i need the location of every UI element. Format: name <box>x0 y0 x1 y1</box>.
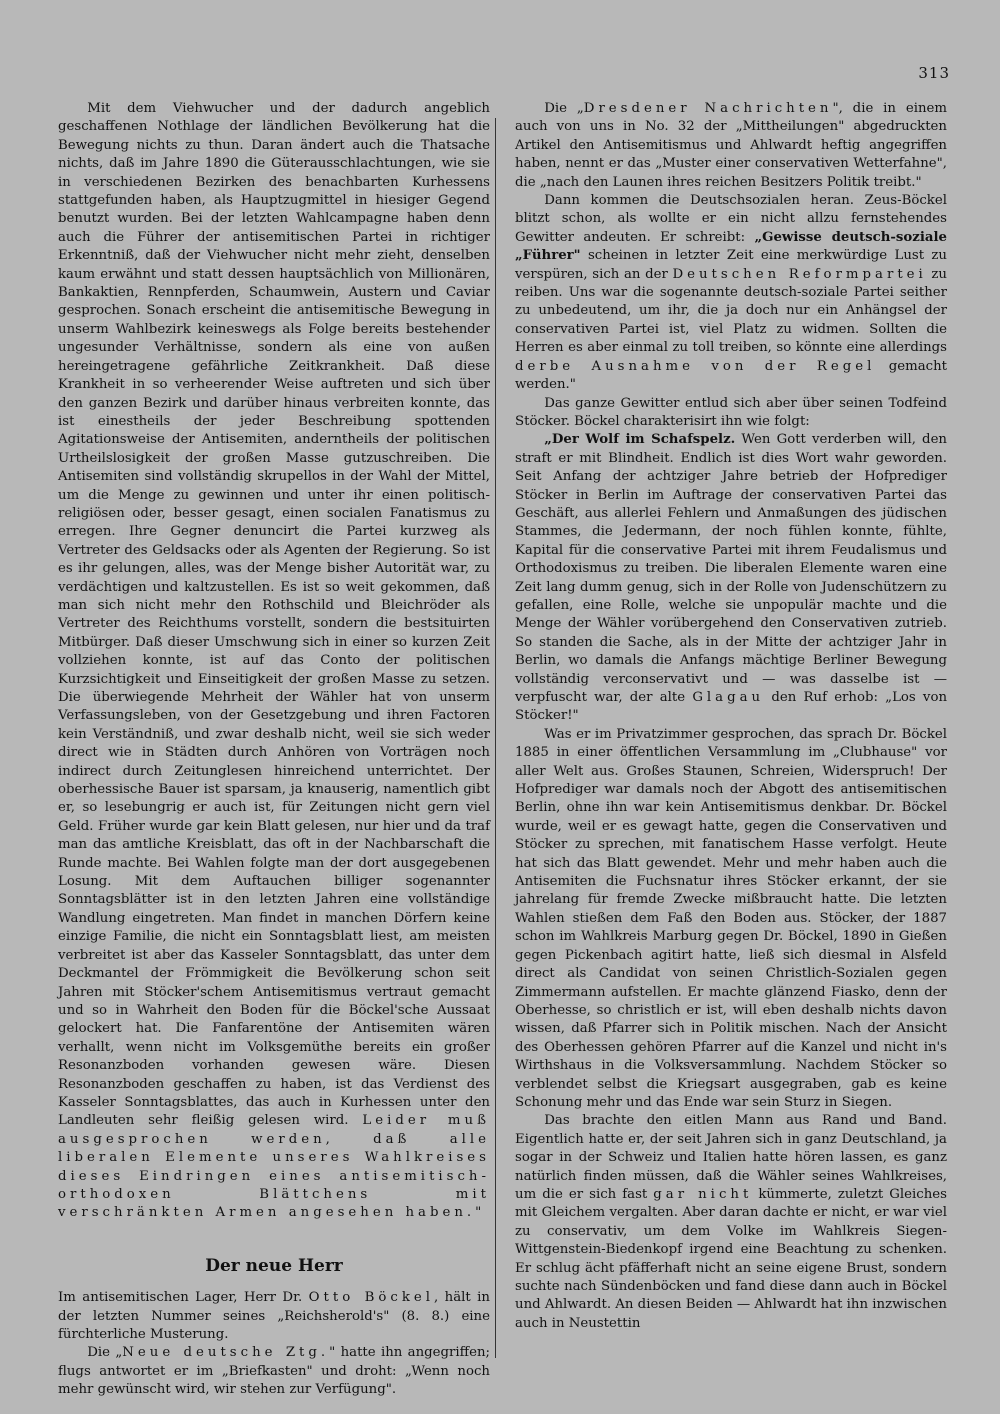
column-rule <box>495 118 496 1358</box>
spaced-text: Leider muß ausgesprochen werden, daß alle liberalen Elemente unseres Wahlkreises dieses Eindringen eines antisemitisch-orthodoxen Blättchens mit verschränkten Armen angesehen haben." <box>58 1113 490 1221</box>
paragraph-text: Das brachte den eitlen Mann aus Rand und Band. Eigentlich hatte er, der seit Jahren sich in ganz Deutschland, ja sogar in der Schweiz und Italien hatte hören lassen, es ganz natürlich finden müssen, daß die Wähler seines Wahlkreises, um die er sich fast <box>515 1113 947 1202</box>
spaced-text: Glagau <box>692 690 765 705</box>
paragraph-text: Dann kommen die Deutschsozialen heran. Zeus-Böckel blitzt schon, als wollte er ein nicht allzu fernstehendes Gewitter andeuten. Er schreibt: <box>515 193 947 245</box>
paragraph-text: scheinen in letzter Zeit eine merkwürdige Lust zu verspüren, sich an der <box>515 248 947 282</box>
paragraph: Was er im Privatzimmer gesprochen, das sprach Dr. Böckel 1885 in einer öffentlichen Versammlung im „Clubhause" vor aller Welt aus. Großes Staunen, Schreien, Widerspruch! Der Hofprediger war damals noch der Abgott des antisemitischen Berlin, ohne ihn war kein Antisemitismus denkbar. Dr. Böckel wurde, weil er es gewagt hatte, gegen die Conservativen und Stöcker zu sprechen, mit fanatischem Hasse verfolgt. Heute hat sich das Blatt gewendet. Mehr und mehr haben auch die Antisemiten die Fuchsnatur ihres Stöcker erkannt, der sie jahrelang für fremde Zwecke mißbraucht hatte. Die letzten Wahlen stießen dem Faß den Boden aus. Stöcker, der 1887 schon im Wahlkreis Marburg gegen Dr. Böckel, 1890 in Gießen gegen Pickenbach agitirt hatte, ließ sich diesmal in Alsfeld direct als Candidat von seinen Christlich-Sozialen gegen Zimmermann aufstellen. Er machte glänzend Fiasko, denn der Oberhesse, so christlich er ist, will eben deshalb nichts davon wissen, daß Pfarrer sich in Politik mischen. Nach der Ansicht des Oberhessen gehören Pfarrer auf die Kanzel und nicht in's Wirthshaus in die Volksversammlung. Nachdem Stöcker so verblendet selbst die Kriegsart ausgegraben, gab es keine Schonung mehr und das Ende war sein Sturz in Siegen. <box>515 726 947 1110</box>
spaced-text: derbe Ausnahme von der Regel <box>515 358 876 374</box>
bold-text: „Gewisse deutsch-soziale „Führer" <box>515 229 947 264</box>
paragraph-text: Mit dem Viehwucher und der dadurch angeblich geschaffenen Nothlage der ländlichen Bevölkerung hat die Bewegung nichts zu thun. Daran ändert auch die Thatsache nichts, daß im Jahre 1890 die Güterausschlachtungen, wie sie in verschiedenen Bezirken des benachbarten Kurhessens stattgefunden haben, als Hauptzugmittel in hiesiger Gegend benutzt wurden. Bei der letzten Wahlcampagne haben denn auch die Führer der antisemitischen Partei in richtiger Erkenntniß, daß der Viehwucher nicht mehr zieht, denselben kaum erwähnt und statt dessen hauptsächlich von Millionären, Bankaktien, Rennpferden, Schaumwein, Austern und Caviar gesprochen. Sonach erscheint die antisemitische Bewegung in unserm Wahlbezirk keineswegs als Folge bereits bestehender ungesunder Verhältnisse, sondern als eine von außen hereingetragene gefährliche Zeitkrankheit. Daß diese Krankheit in so verheerender Weise auftreten und sich über den ganzen Bezirk und darüber hinaus verbreiten konnte, das ist einestheils der jeder Beschreibung spottenden Agitationsweise der Antisemiten, anderntheils der politischen Urtheilslosigkeit der großen Masse gutzuschreiben. Die Antisemiten sind vollständig skrupellos in der Wahl der Mittel, um die Menge zu gewinnen und unter ihr einen politisch-religiösen oder, besser gesagt, einen socialen Fanatismus zu erregen. Ihre Gegner denuncirt die Partei kurzweg als Vertreter des Geldsacks oder als Agenten der Regierung. So ist es ihr gelungen, alles, was der Menge bisher Autorität war, zu verdächtigen und kaltzustellen. Es ist so weit gekommen, daß man sich nicht mehr den Rothschild und Bleichröder als Vertreter des Reichthums vorstellt, sondern die bestsituirten Mitbürger. Daß dieser Umschwung sich in einer so kurzen Zeit vollziehen konnte, ist auf das Conto der politischen Kurzsichtigkeit und Einseitigkeit der großen Masse zu setzen. Die überwiegende Mehrheit der Wähler hat von unserm Verfassungsleben, von der Gesetzgebung und ihren Factoren kein Verständniß, und zwar deshalb nicht, weil sie sich weder direct wie in Städten durch Anhören von Vorträgen noch indirect durch Zeitunglesen hinreichend unterrichtet. Der oberhessische Bauer ist sparsam, ja knauserig, namentlich gibt er, so lesebungrig er auch ist, für Zeitungen nicht gern viel Geld. Früher wurde gar kein Blatt gelesen, nur hier und da traf man das amtliche Kreisblatt, das oft in der Nachbarschaft die Runde machte. Bei Wahlen folgte man der dort ausgegebenen Losung. Mit dem Auftauchen billiger sogenannter Sonntagsblätter ist in den letzten Jahren eine vollständige Wandlung eingetreten. Man findet in manchen Dörfern keine einzige Familie, die nicht ein Sonntagsblatt liest, am meisten verbreitet ist aber das Kasseler Sonntagsblatt, das unter dem Deckmantel der Frömmigkeit die Bevölkerung schon seit Jahren mit Stöcker'schem Antisemitismus vertraut gemacht und so in Wahrheit den Boden für die Böckel'sche Aussaat gelockert hat. Die Fanfarentöne der Antisemiten wären verhallt, wenn nicht im Volksgemüthe bereits ein großer Resonanzboden vorhanden gewesen wäre. Diesen Resonanzboden geschaffen zu haben, ist das Verdienst des Kasseler Sonntagsblattes, das auch in Kurhessen unter den Landleuten sehr fleißig gelesen wird. <box>58 101 490 1129</box>
paragraph <box>515 431 947 726</box>
paragraph-text: ", die in einem auch von uns in No. 32 der „Mittheilungen" abgedruckten Artikel den Antisemitismus und Ahlwardt heftig angegriffen haben, nennt er das „Muster einer conservativen Wetterfahne", die „nach den Launen ihres reichen Besitzers Politik treibt." <box>515 101 947 190</box>
paragraph <box>515 1112 947 1333</box>
spaced-text: Deutschen Reformpartei <box>672 266 927 282</box>
paragraph-text: kümmerte, zuletzt Gleiches mit Gleichem vergalten. Aber daran dachte er nicht, er war viel zu conservativ, um dem Volke im Wahlkreis Siegen-Wittgenstein-Biedenkopf irgend eine Beachtung zu schenken. Er schlug ächt pfäfferhaft nicht an seine eigene Brust, sondern suchte nach Sündenböcken und fand diese dann auch in Böckel und Ahlwardt. An diesen Beiden — Ahlwardt hat ihn inzwischen auch in Neustettin <box>515 1186 947 1331</box>
paragraph <box>515 100 947 192</box>
paragraph-text: , hält in der letzten Nummer seines „Reichsherold's" (8. 8.) eine fürchterliche Musterung. <box>58 1290 490 1342</box>
paragraph <box>58 100 490 1223</box>
paragraph <box>58 1289 490 1344</box>
bold-text: „Der Wolf im Schafspelz. <box>544 432 736 448</box>
left-column <box>58 100 490 1400</box>
spaced-text: Otto Böckel <box>308 1290 435 1306</box>
paragraph <box>515 192 947 394</box>
paragraph-text: zu reiben. Uns war die sogenannte deutsch-soziale Partei seither zu unbedeutend, um ihr, die ja doch nur ein Anhängsel der conservativen Partei ist, viel Platz zu widmen. Sollten die Herren es aber einmal zu toll treiben, so könnte eine allerdings <box>515 266 947 356</box>
paragraph: Das ganze Gewitter entlud sich aber über seinen Todfeind Stöcker. Böckel charakterisirt ihn wie folgt: <box>515 395 947 429</box>
paragraph-text: Wen Gott verderben will, den straft er mit Blindheit. Endlich ist dies Wort wahr geworden. Seit Anfang der achtziger Jahre betrieb der Hofprediger Stöcker in Berlin im Auftrage der conservativen Partei das Geschäft, aus allerlei Fehlern und Anmaßungen des jüdischen Stammes, die Jedermann, der noch fühlen konnte, fühlte, Kapital für die conservative Partei mit ihrem Feudalismus und Orthodoxismus zu treiben. Die liberalen Elemente waren eine Zeit lang dumm genug, sich in der Rolle von Judenschützern zu gefallen, eine Rolle, welche sie unpopulär machte und die Menge der Wähler vorübergehend den Conservativen zutrieb. So standen die Sache, als in der Mitte der achtziger Jahr in Berlin, wo damals die Anfangs mächtige Berliner Bewegung vollständig verconservativt und — was dasselbe ist — verpfuscht war, der alte <box>515 432 947 705</box>
section-heading: Der neue Herr <box>205 1255 343 1276</box>
page-number: 313 <box>918 64 950 82</box>
spaced-text: gar nicht <box>653 1186 753 1202</box>
paragraph-text: " hatte ihn angegriffen; flugs antwortet er im „Briefkasten" und droht: „Wenn noch mehr gewünscht wird, wir stehen zur Verfügung". <box>58 1345 490 1398</box>
paragraph-text: Die „ <box>544 101 584 116</box>
paragraph-text: den Ruf erhob: „Los von Stöcker!" <box>515 690 948 724</box>
right-column <box>515 100 947 1333</box>
paragraph-text: Die „ <box>87 1345 123 1361</box>
spaced-text: Dresdener Nachrichten <box>583 101 833 116</box>
paragraph-text: gemacht werden." <box>515 358 947 393</box>
paragraph-text: Im antisemitischen Lager, Herr Dr. <box>58 1290 303 1306</box>
spaced-text: Neue deutsche Ztg. <box>122 1345 330 1361</box>
paragraph <box>58 1344 490 1399</box>
